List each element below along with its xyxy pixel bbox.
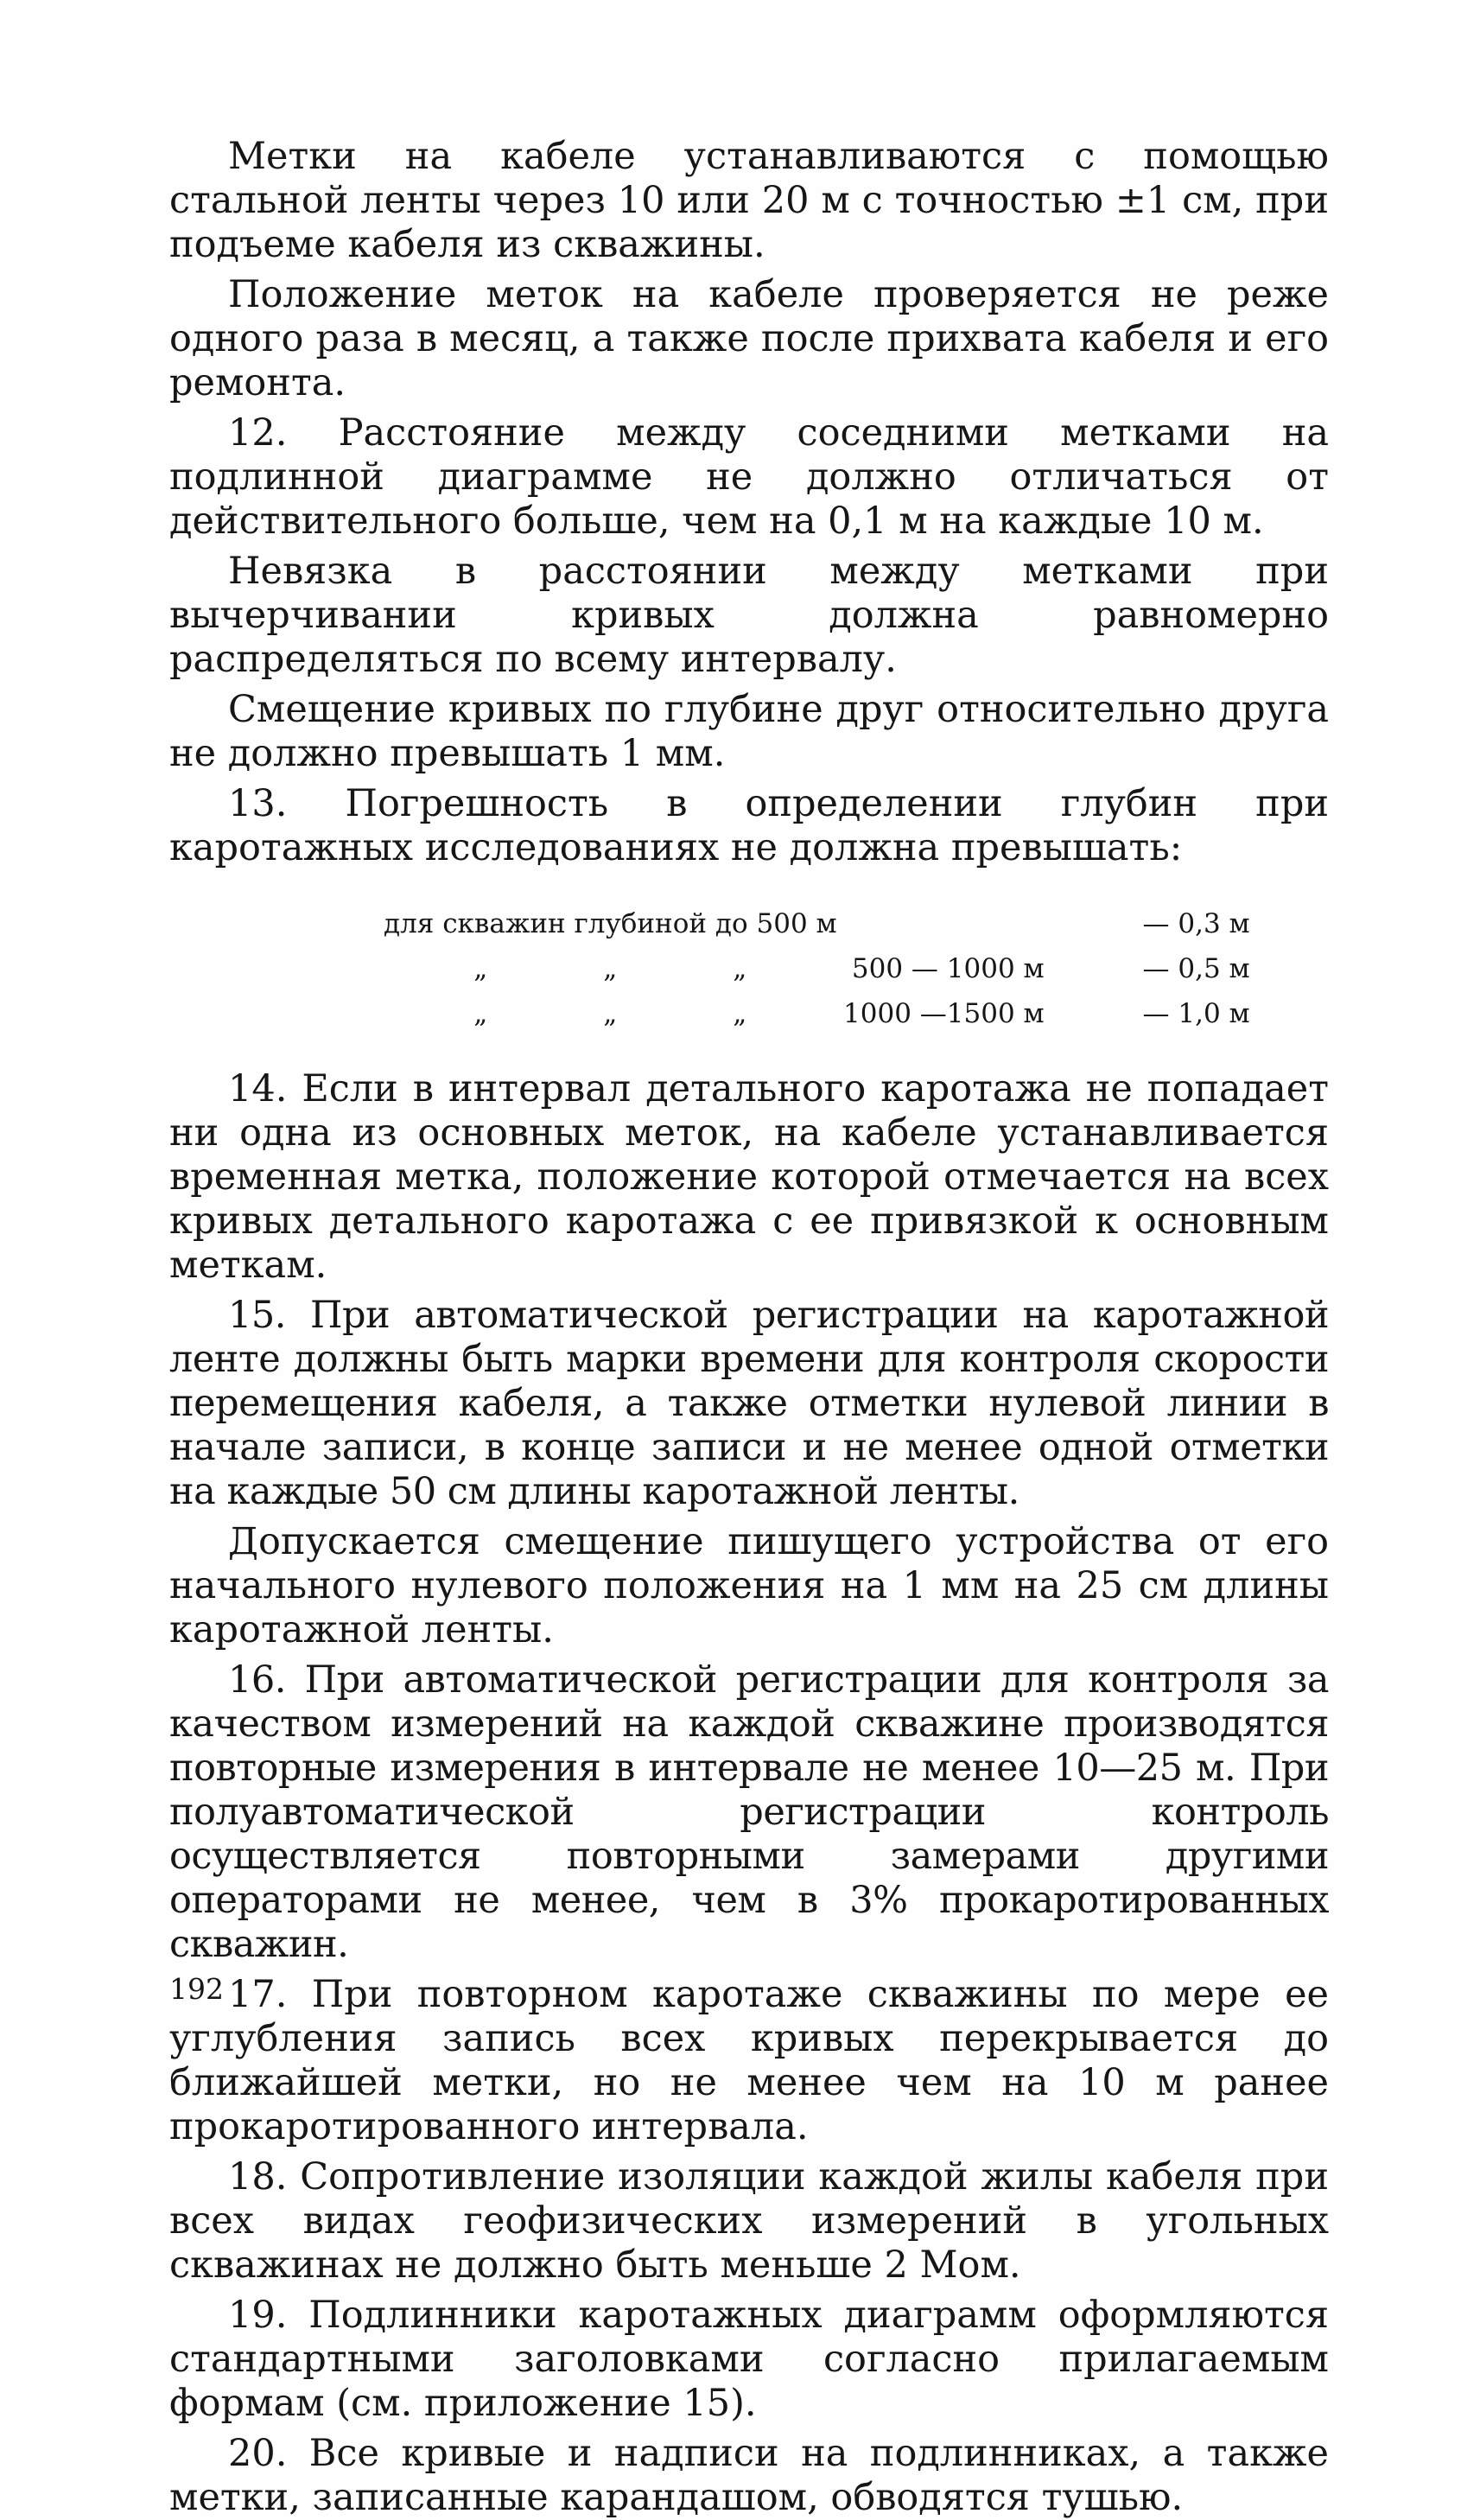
depth-range: 1000 —1500 м bbox=[843, 998, 1045, 1029]
ditto-mark: „ bbox=[473, 998, 488, 1029]
paragraph-item-14: 14. Если в интервал детального каротажа не попадает ни одна из основных меток, на кабеле устанавливается временная метка, положение которой отмечается на всех кривых детального каротажа с ее привязкой к основным меткам. bbox=[169, 1067, 1329, 1287]
paragraph-item-16: 16. При автоматической регистрации для контроля за качеством измерений на каждой скважине производятся повторные измерения в интервале не менее 10—25 м. При полуавтоматической регистрации контроль осуществляется повторными замерами другими операторами не менее, чем в 3% прокаротированных скважин. bbox=[169, 1658, 1329, 1966]
ditto-marks bbox=[384, 991, 837, 1036]
paragraph-item-12: 12. Расстояние между соседними метками на подлинной диаграмме не должно отличаться от действительного больше, чем на 0,1 м на каждые 10 м. bbox=[169, 411, 1329, 543]
page-text-block bbox=[169, 135, 1329, 2520]
paragraph-recorder-offset: Допускается смещение пишущего устройства от его начального нулевого положения на 1 мм на 25 см длины каротажной ленты. bbox=[169, 1520, 1329, 1651]
ditto-mark: „ bbox=[733, 998, 747, 1029]
ditto-mark: „ bbox=[733, 953, 747, 984]
paragraph-item-13: 13. Погрешность в определении глубин при каротажных исследованиях не должна превышать: bbox=[169, 782, 1329, 869]
ditto-mark: „ bbox=[473, 953, 488, 984]
paragraph-marks-check: Положение меток на кабеле проверяется не реже одного раза в месяц, а также после прихвата кабеля и его ремонта. bbox=[169, 273, 1329, 404]
paragraph-item-17: 17. При повторном каротаже скважины по мере ее углубления запись всех кривых перекрывается до ближайшей метки, но не менее чем на 10 м ранее прокаротированного интервала. bbox=[169, 1973, 1329, 2148]
depth-error-value: — 1,0 м bbox=[1142, 998, 1250, 1029]
depth-label: для скважин глубиной до 500 м bbox=[384, 908, 837, 939]
paragraph-distance-error: Невязка в расстоянии между метками при вычерчивании кривых должна равномерно распределяться по всему интервалу. bbox=[169, 550, 1329, 681]
paragraph-item-18: 18. Сопротивление изоляции каждой жилы кабеля при всех видах геофизических измерений в угольных скважинах не должно быть меньше 2 Мом. bbox=[169, 2155, 1329, 2287]
depth-error-value: — 0,3 м bbox=[1142, 908, 1250, 939]
table-row bbox=[384, 901, 1250, 946]
paragraph-item-20: 20. Все кривые и надписи на подлинниках, а также метки, записанные карандашом, обводятся тушью. bbox=[169, 2432, 1329, 2519]
paragraph-curve-offset: Смещение кривых по глубине друг относительно друга не должно превышать 1 мм. bbox=[169, 688, 1329, 775]
depth-error-table bbox=[384, 901, 1250, 1036]
paragraph-item-15: 15. При автоматической регистрации на каротажной ленте должны быть марки времени для контроля скорости перемещения кабеля, а также отметки нулевой линии в начале записи, в конце записи и не менее одной отметки на каждые 50 см длины каротажной ленты. bbox=[169, 1294, 1329, 1513]
paragraph-cable-marks: Метки на кабеле устанавливаются с помощью стальной ленты через 10 или 20 м с точностью ±1 см, при подъеме кабеля из скважины. bbox=[169, 135, 1329, 266]
page-number: 192 bbox=[169, 1972, 224, 2006]
depth-range: 500 — 1000 м bbox=[851, 953, 1045, 984]
ditto-mark: „ bbox=[603, 953, 618, 984]
ditto-marks bbox=[384, 946, 837, 991]
depth-error-value: — 0,5 м bbox=[1142, 953, 1250, 984]
paragraph-item-19: 19. Подлинники каротажных диаграмм оформляются стандартными заголовками согласно прилагаемым формам (см. приложение 15). bbox=[169, 2294, 1329, 2425]
depth-range bbox=[837, 901, 1045, 946]
ditto-mark: „ bbox=[603, 998, 618, 1029]
table-row bbox=[384, 991, 1250, 1036]
table-row bbox=[384, 946, 1250, 991]
